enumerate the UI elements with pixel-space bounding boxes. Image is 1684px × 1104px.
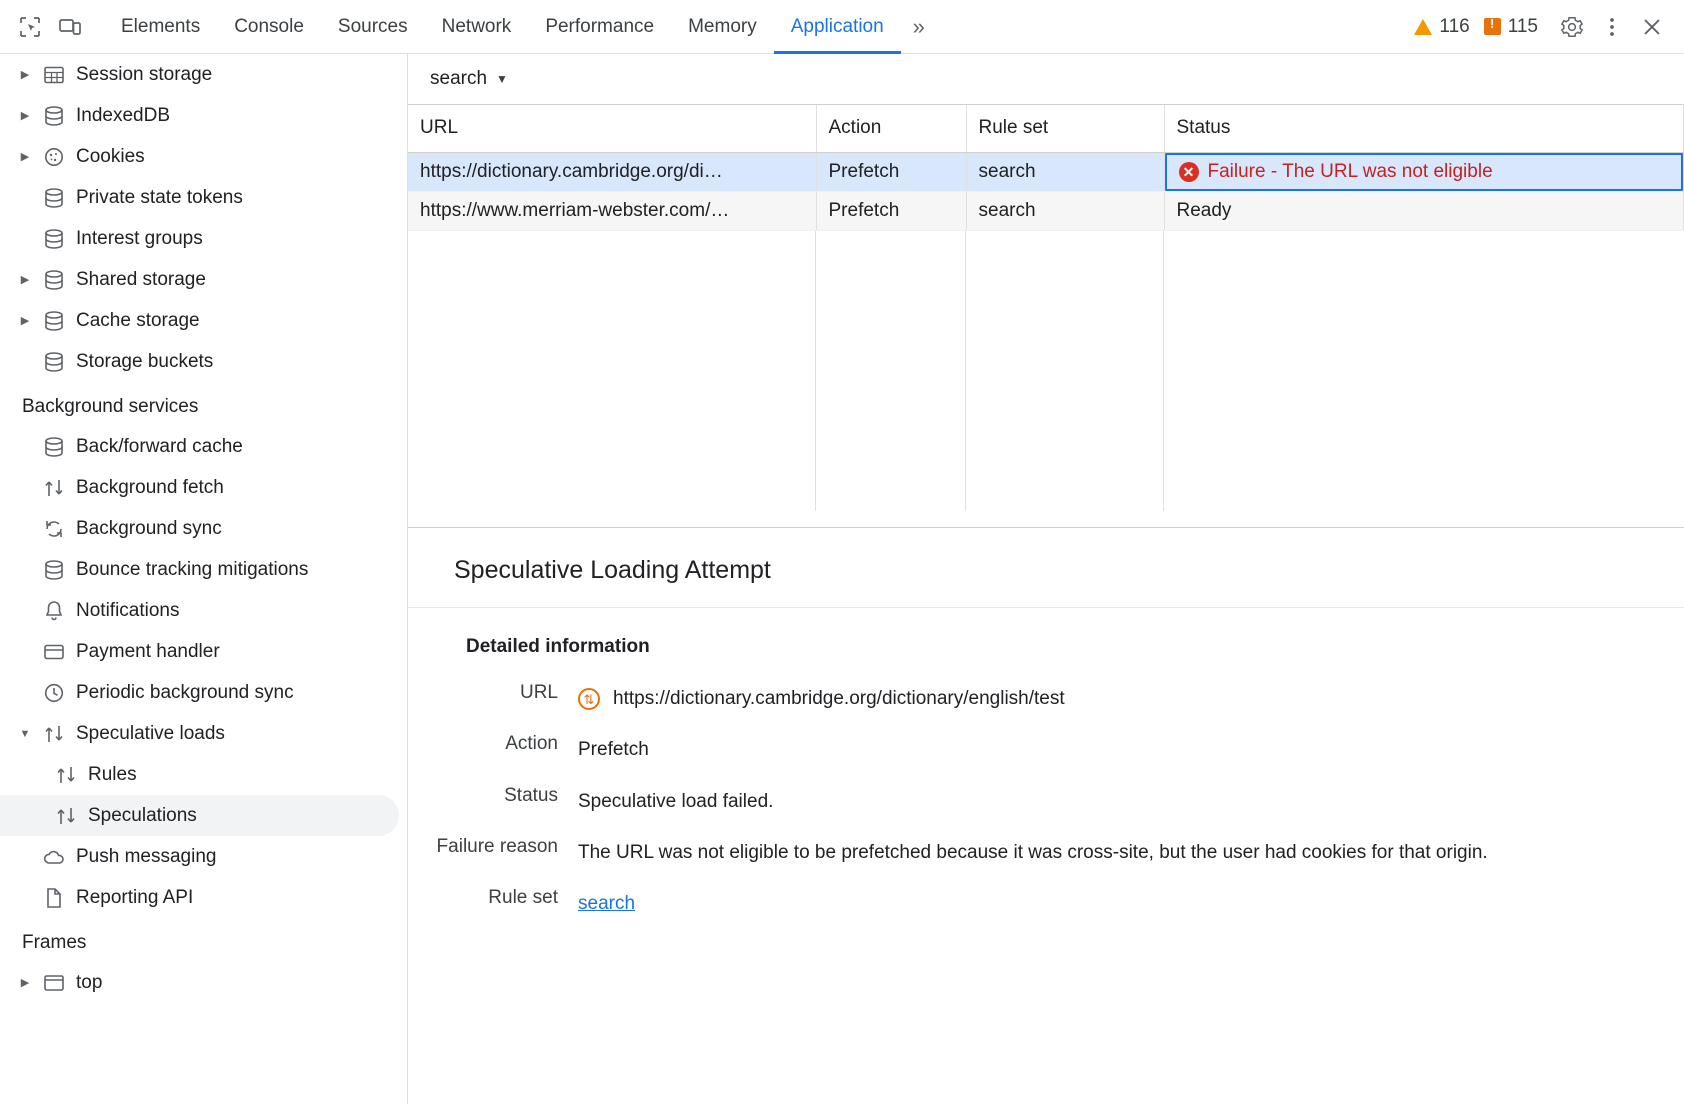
sidebar-item-notifications[interactable]	[0, 590, 407, 631]
filter-bar	[408, 54, 1684, 104]
chevron-right-icon[interactable]: ▶	[20, 69, 30, 81]
tab-sources[interactable]: Sources	[337, 15, 408, 37]
ruleset-filter-dropdown[interactable]	[430, 68, 508, 90]
detail-value-url	[578, 664, 1684, 715]
storage-tree	[0, 54, 407, 1003]
sidebar-item-label: Background sync	[76, 517, 222, 539]
sidebar-item-label: Payment handler	[76, 640, 220, 662]
sidebar-item-label: Cookies	[76, 145, 145, 167]
sidebar-item-speculative-loads[interactable]	[0, 713, 407, 754]
detail-label-rule-set: Rule set	[488, 887, 558, 908]
detail-value-failure-reason: The URL was not eligible to be prefetched because it was cross-site, but the user had cookies for that origin.	[578, 841, 1488, 863]
warning-count: 116	[1439, 15, 1470, 37]
chevron-down-icon[interactable]: ▼	[496, 72, 508, 86]
toolbar-right	[1414, 7, 1684, 47]
sidebar-item-label: IndexedDB	[76, 104, 171, 126]
sidebar-item-label: Push messaging	[76, 845, 217, 867]
bell-icon	[36, 599, 72, 623]
cloud-icon	[36, 845, 72, 869]
detail-label-action: Action	[505, 733, 558, 755]
sidebar-item-cookies[interactable]	[0, 136, 407, 177]
table-row[interactable]	[408, 191, 1684, 230]
detail-value-action: Prefetch	[578, 739, 649, 761]
detail-pane	[408, 528, 1684, 1104]
sidebar-item-top-frame[interactable]	[0, 962, 407, 1003]
close-icon[interactable]	[1632, 7, 1672, 47]
ruleset-filter-value: search	[430, 68, 488, 89]
error-count: 115	[1507, 15, 1538, 37]
cell-status: Ready	[1164, 191, 1684, 230]
sidebar-item-private-state-tokens[interactable]	[0, 177, 407, 218]
cell-action: Prefetch	[816, 191, 966, 230]
detail-value-rule-set	[578, 869, 1684, 920]
sidebar-item-label: Private state tokens	[76, 186, 243, 208]
device-toolbar-icon[interactable]	[50, 7, 90, 47]
cookie-icon	[36, 145, 72, 169]
sidebar-item-back-forward-cache[interactable]	[0, 426, 407, 467]
column-header-action[interactable]: Action	[816, 105, 966, 152]
database-icon	[36, 435, 72, 459]
sidebar-item-reporting-api[interactable]	[0, 877, 407, 918]
tab-network[interactable]: Network	[441, 15, 512, 37]
error-square-icon	[1484, 18, 1501, 35]
chevron-right-icon[interactable]: ▶	[20, 151, 30, 163]
speculative-icon	[48, 763, 84, 787]
status-badge	[1165, 153, 1684, 191]
cell-rule-set: search	[966, 191, 1164, 230]
error-counter[interactable]	[1484, 16, 1538, 38]
warning-triangle-icon	[1414, 19, 1432, 35]
speculations-panel	[408, 54, 1684, 1104]
tab-memory[interactable]: Memory	[688, 15, 757, 37]
sidebar-item-label: Speculative loads	[76, 722, 225, 744]
detail-label-url: URL	[519, 682, 558, 703]
speculative-icon	[36, 722, 72, 746]
chevron-right-icon[interactable]: ▶	[20, 315, 30, 327]
frames-title: Frames	[22, 932, 87, 953]
tab-elements[interactable]: Elements	[121, 15, 201, 37]
column-header-rule-set[interactable]: Rule set	[966, 105, 1164, 152]
chevron-right-icon[interactable]: ▶	[20, 110, 30, 122]
sidebar-item-label: Back/forward cache	[76, 435, 243, 457]
table-header-row	[408, 105, 1684, 152]
sidebar-item-label: Background fetch	[76, 476, 224, 498]
sidebar-item-label: Rules	[88, 763, 137, 785]
sidebar-item-label: Shared storage	[76, 268, 206, 290]
sidebar-item-label: Notifications	[76, 599, 180, 621]
sidebar-item-label: Cache storage	[76, 309, 200, 331]
sidebar-item-label: Speculations	[88, 804, 197, 826]
sidebar-item-push-messaging[interactable]	[0, 836, 407, 877]
speculations-grid[interactable]	[408, 104, 1684, 528]
inspect-element-icon[interactable]	[10, 7, 50, 47]
sidebar-item-label: Interest groups	[76, 227, 203, 249]
gear-icon[interactable]	[1552, 7, 1592, 47]
speculations-table	[408, 105, 1684, 231]
sidebar-item-shared-storage[interactable]	[0, 259, 407, 300]
speculative-icon	[48, 804, 84, 828]
detail-value-status: Speculative load failed.	[578, 790, 774, 812]
speculative-icon	[36, 476, 72, 500]
database-icon	[36, 309, 72, 333]
sidebar-item-cache-storage[interactable]	[0, 300, 407, 341]
database-icon	[36, 268, 72, 292]
warning-counter[interactable]	[1414, 16, 1469, 38]
sidebar-item-label: Bounce tracking mitigations	[76, 558, 309, 580]
detail-subtitle: Detailed information	[466, 636, 650, 657]
database-icon	[36, 186, 72, 210]
card-icon	[36, 640, 72, 664]
detail-list	[408, 664, 1684, 920]
database-icon	[36, 104, 72, 128]
sidebar-item-storage-buckets[interactable]	[0, 341, 407, 382]
sidebar-item-label: Reporting API	[76, 886, 194, 908]
sync-icon	[36, 517, 72, 541]
table-row[interactable]	[408, 152, 1684, 191]
sidebar-item-bounce-tracking-mitigations[interactable]	[0, 549, 407, 590]
detail-url-text: https://dictionary.cambridge.org/dictionary/english/test	[613, 688, 1065, 709]
frame-icon	[36, 971, 72, 995]
detail-label-failure-reason: Failure reason	[436, 835, 558, 857]
devtools-toolbar	[0, 0, 1684, 54]
column-header-url[interactable]: URL	[408, 105, 816, 152]
tab-application[interactable]: Application	[774, 0, 901, 54]
background-services-title: Background services	[22, 396, 199, 417]
detail-label-status: Status	[504, 784, 558, 806]
cell-action: Prefetch	[816, 152, 966, 191]
tab-performance[interactable]: Performance	[545, 15, 655, 37]
database-icon	[36, 558, 72, 582]
rule-set-link[interactable]: search	[578, 893, 636, 914]
error-circle-icon: ✕	[1179, 162, 1199, 182]
sidebar-item-label: Storage buckets	[76, 350, 214, 372]
more-tabs-icon[interactable]: »	[912, 13, 925, 39]
table-empty-area	[408, 231, 1684, 511]
prefetch-link-icon: ⇅	[578, 688, 600, 710]
panel-tabs	[104, 0, 937, 54]
chevron-right-icon[interactable]: ▶	[20, 977, 30, 989]
sidebar-item-label: Session storage	[76, 63, 213, 85]
sidebar-item-background-sync[interactable]	[0, 508, 407, 549]
sidebar-item-indexeddb[interactable]	[0, 95, 407, 136]
clock-icon	[36, 681, 72, 705]
table-icon	[36, 63, 72, 87]
sidebar-item-interest-groups[interactable]	[0, 218, 407, 259]
sidebar-item-session-storage[interactable]	[0, 54, 407, 95]
detail-title: Speculative Loading Attempt	[408, 528, 1684, 608]
column-header-status[interactable]: Status	[1164, 105, 1684, 152]
file-icon	[36, 886, 72, 910]
sidebar-item-label: Periodic background sync	[76, 681, 294, 703]
chevron-right-icon[interactable]: ▶	[20, 274, 30, 286]
tab-console[interactable]: Console	[234, 15, 304, 37]
sidebar-item-periodic-background-sync[interactable]	[0, 672, 407, 713]
chevron-down-icon[interactable]: ▼	[19, 727, 31, 740]
cell-status	[1164, 152, 1684, 191]
sidebar-item-label: top	[76, 971, 103, 993]
kebab-menu-icon[interactable]	[1592, 7, 1632, 47]
cell-rule-set: search	[966, 152, 1164, 191]
sidebar-item-background-fetch[interactable]	[0, 467, 407, 508]
cell-url: https://dictionary.cambridge.org/di…	[408, 152, 816, 191]
database-icon	[36, 350, 72, 374]
devtools-body	[0, 54, 1684, 1104]
status-text: Failure - The URL was not eligible	[1207, 160, 1493, 182]
sidebar-item-rules[interactable]	[0, 754, 407, 795]
database-icon	[36, 227, 72, 251]
application-sidebar[interactable]	[0, 54, 408, 1104]
sidebar-item-payment-handler[interactable]	[0, 631, 407, 672]
cell-url: https://www.merriam-webster.com/…	[408, 191, 816, 230]
sidebar-item-speculations[interactable]	[0, 795, 399, 836]
